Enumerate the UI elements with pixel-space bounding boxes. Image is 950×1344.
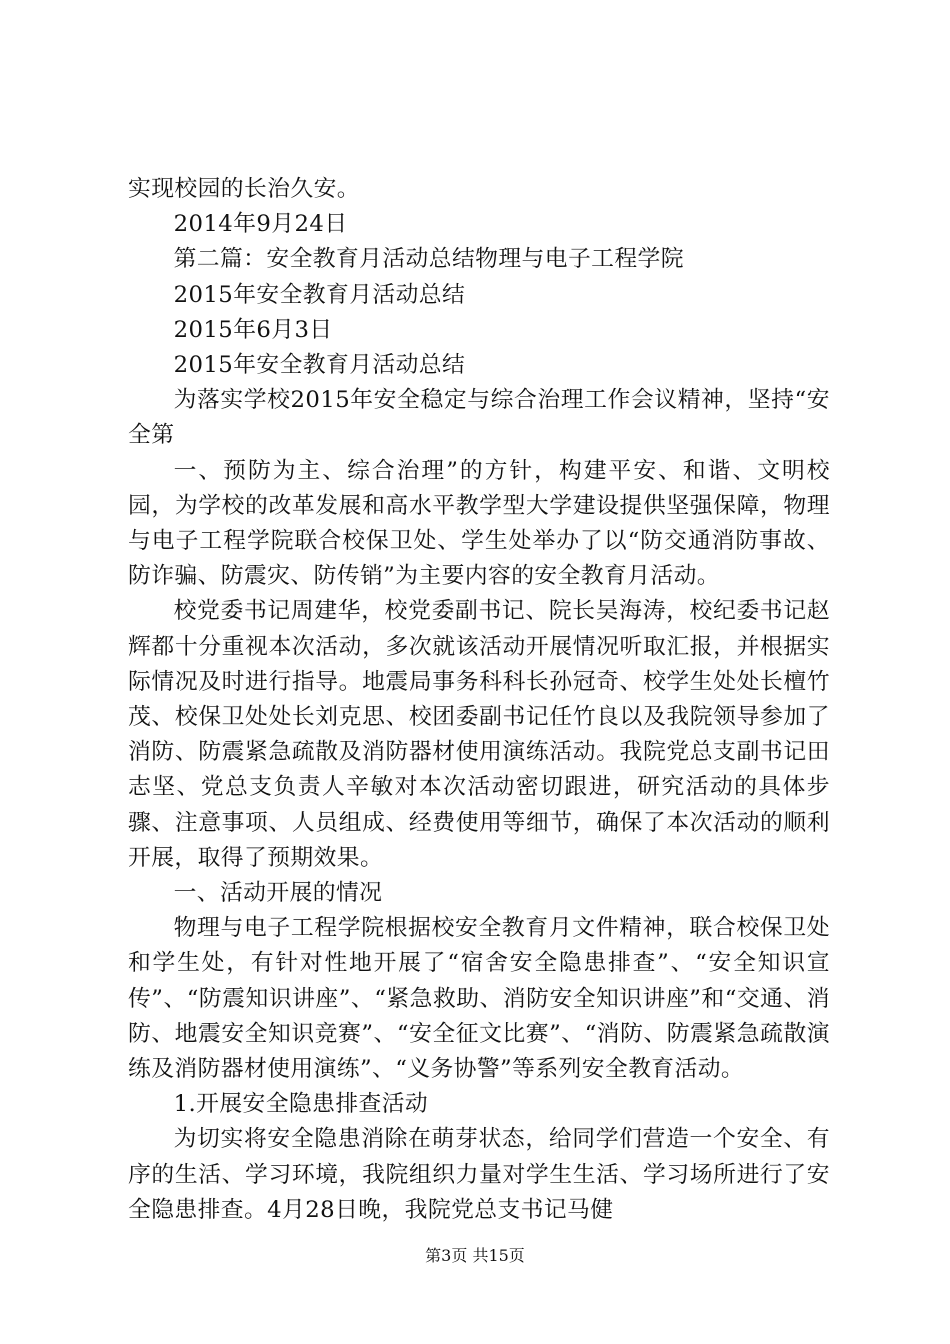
paragraph-leaders: 校党委书记周建华，校党委副书记、院长吴海涛，校纪委书记赵辉都十分重视本次活动，多次就该活动开展情况听取汇报，并根据实际情况及时进行指导。地震局事务科科长孙冠奇、校学生处处长檀竹茂、校保卫处处长刘克思、校团委副书记任竹良以及我院领导参加了消防、防震紧急疏散及消防器材使用演练活动。我院党总支副书记田志坚、党总支负责人辛敏对本次活动密切跟进，研究活动的具体步骤、注意事项、人员组成、经费使用等细节，确保了本次活动的顺利开展，取得了预期效果。 — [128, 598, 830, 871]
paragraph-activities: 物理与电子工程学院根据校安全教育月文件精神，联合校保卫处和学生处，有针对性地开展了“宿舍安全隐患排查”、“安全知识宣传”、“防震知识讲座”、“紧急救助、消防安全知识讲座”和“交通、消防、地震安全知识竞赛”、“安全征文比赛”、“消防、防震紧急疏散演练及消防器材使用演练”、“义务协警”等系列安全教育活动。 — [128, 915, 830, 1083]
subheading-activities: 一、活动开展的情况 — [173, 880, 383, 907]
date-line-2: 2015年6月3日 — [173, 316, 333, 343]
document-body — [128, 172, 830, 1228]
page-footer: 第3页 共15页 — [425, 1246, 525, 1265]
report-title-1: 2015年安全教育月活动总结 — [173, 281, 466, 308]
date-line-1: 2014年9月24日 — [173, 211, 348, 238]
paragraph-1: 实现校园的长治久安。 — [128, 176, 360, 202]
report-title-2: 2015年安全教育月活动总结 — [173, 352, 466, 379]
paragraph-inspection: 为切实将安全隐患消除在萌芽状态，给同学们营造一个安全、有序的生活、学习环境，我院组织力量对学生生活、学习场所进行了安全隐患排查。4月28日晚，我院党总支书记马健 — [128, 1126, 830, 1223]
section-heading-2: 第二篇：安全教育月活动总结物理与电子工程学院 — [173, 246, 684, 273]
paragraph-principle: 一、预防为主、综合治理”的方针，构建平安、和谐、文明校园，为学校的改革发展和高水平教学型大学建设提供坚强保障，物理与电子工程学院联合校保卫处、学生处举办了以“防交通消防事故、防诈骗、防震灾、防传销”为主要内容的安全教育月活动。 — [128, 457, 830, 590]
paragraph-intro: 为落实学校2015年安全稳定与综合治理工作会议精神，坚持“安全第 — [128, 387, 830, 449]
subheading-inspection: 1.开展安全隐患排查活动 — [173, 1091, 429, 1118]
